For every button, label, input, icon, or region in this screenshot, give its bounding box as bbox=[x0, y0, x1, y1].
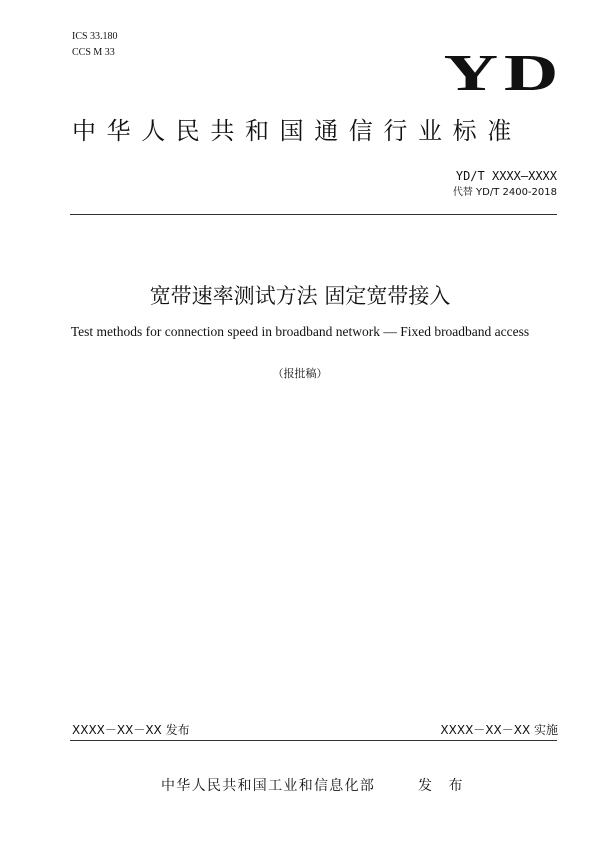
standard-category-title: 中华人民共和国通信行业标准 bbox=[72, 117, 522, 145]
replaces-standard: 代替 YD/T 2400-2018 bbox=[452, 187, 557, 198]
ics-code: ICS 33.180 bbox=[72, 31, 118, 42]
publish-label: 发 布 bbox=[418, 778, 469, 794]
header-divider bbox=[70, 214, 557, 215]
yd-logo: YD bbox=[443, 45, 564, 102]
draft-status: （报批稿） bbox=[272, 367, 328, 380]
ccs-code: CCS M 33 bbox=[72, 47, 115, 58]
document-title-cn: 宽带速率测试方法 固定宽带接入 bbox=[149, 284, 451, 308]
standard-number: YD/T XXXX—XXXX bbox=[455, 169, 557, 183]
document-title-en: Test methods for connection speed in broadband network — Fixed broadband access bbox=[70, 324, 530, 339]
implement-date: XXXX－XX－XX 实施 bbox=[440, 723, 558, 737]
issuing-authority: 中华人民共和国工业和信息化部 bbox=[161, 778, 376, 794]
footer-divider bbox=[70, 740, 557, 741]
issue-date: XXXX－XX－XX 发布 bbox=[72, 723, 190, 737]
